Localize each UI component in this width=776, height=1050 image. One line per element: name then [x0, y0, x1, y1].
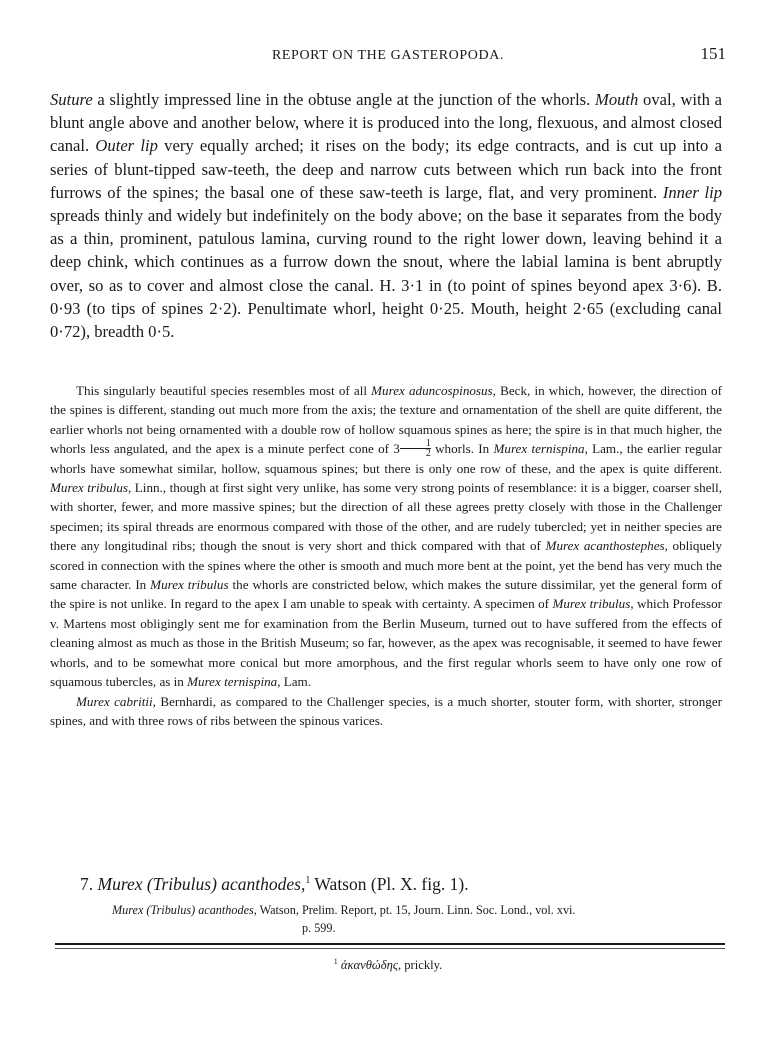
suture-text: a slightly impressed line in the obtuse angle at the junction of the whorls. [92, 90, 595, 109]
species-number: 7. [80, 874, 98, 894]
footnote-mark: 1 [333, 957, 338, 966]
footnote-divider [55, 943, 725, 945]
footnote [0, 957, 776, 973]
text-run: This singularly beautiful species resembles most of all [76, 383, 372, 398]
fraction-denominator: 2 [425, 448, 431, 460]
species-name: Murex cabritii [76, 693, 153, 709]
species-name: Murex tribulus [50, 480, 128, 496]
text-run: , Lam. [277, 674, 312, 690]
footnote-divider-thin [55, 948, 725, 949]
species-name: Murex acanthostephes [545, 538, 665, 554]
remarks-section [50, 381, 722, 730]
text-run: , Beck, in which, however, the direction of the spines is different, standing out much more from the axis; the texture and ornamentation of the shell are quite different, the earlier whorls not being ornamented with a double row of hollow squamous spines as here; the spire is in that much higher, the whorls less angulated, and the apex is a minute perfect cone of 3 [50, 383, 722, 457]
reference-page: p. 599. [302, 921, 336, 935]
footnote-greek-word: ἀκανθώδης [340, 958, 398, 973]
text-run: , Bernhardi, as compared to the Challenger species, is a much shorter, stouter form, with shorter, stronger spines, and with three rows of ribs between the spinous varices. [50, 693, 722, 728]
fraction-numerator: 1 [400, 439, 431, 449]
species-author-plate: Watson (Pl. X. fig. 1). [310, 874, 469, 894]
species-name: Murex ternispina [187, 674, 278, 690]
page-number: 151 [700, 44, 726, 63]
page-header [50, 44, 726, 68]
mouth-text: oval, with a blunt angle above and another below, where it is produced into the long, flexuous, and almost closed canal. [50, 90, 723, 156]
reference-text: , Watson, Prelim. Report, pt. 15, Journ. Linn. Soc. Lond., vol. xvi. [253, 903, 576, 917]
species-title: Murex (Tribulus) acanthodes, [97, 874, 306, 894]
fraction [400, 439, 431, 458]
text-run: , which Professor v. Martens most obligingly sent me for examination from the Berlin Museum, turned out to have suffered from the effects of cleaning almost as much as those in the British Museum; so far, however, as the apex was recognisable, it seemed to have fewer whorls, and to be somewhat more conical but more amorphous, and the first regular whorls seem to have only one row of squamous tubercles, as in [50, 596, 722, 690]
species-reference [112, 901, 724, 937]
text-run: whorls. In [430, 441, 494, 457]
term-mouth: Mouth [595, 90, 639, 109]
term-suture: Suture [50, 90, 93, 109]
term-outer-lip: Outer lip [95, 136, 158, 156]
text-run: the whorls are constricted below, which makes the suture dissimilar, yet the general form of the spire is not unlike. In regard to the apex I am unable to speak with certainty. A specimen of [50, 577, 722, 612]
remarks-paragraph-1 [50, 381, 722, 692]
species-heading [80, 874, 469, 895]
outer-lip-text: very equally arched; it rises on the body; its edge contracts, and is cut up into a series of blunt-tipped saw-teeth, the deep and narrow cuts between which run back into the front furrows of the spines; the basal one of these saw-teeth is large, flat, and very prominent. [50, 136, 722, 202]
species-name: Murex tribulus [150, 577, 229, 593]
reference-species-name: Murex (Tribulus) acanthodes [112, 903, 254, 917]
footnote-text: , prickly. [397, 958, 443, 973]
inner-lip-text: spreads thinly and widely but indefinitely on the body above; on the base it separates from the body as a thin, prominent, patulous lamina, curving round to the right lower down, leaving behind it a deep chink, which continues as a furrow down the snout, where the labial lamina is bent abruptly over, so as to cover and almost close the canal. H. 3·1 in (to point of spines beyond apex 3·6). B. 0·93 (to tips of spines 2·2). Penultimate whorl, height 0·25. Mouth, height 2·65 (excluding canal 0·72), breadth 0·5. [50, 206, 722, 342]
species-name: Murex aduncospinosus [371, 383, 493, 398]
species-name: Murex tribulus [552, 596, 631, 612]
running-title: REPORT ON THE GASTEROPODA. [271, 48, 505, 63]
species-name: Murex ternispina [493, 441, 585, 457]
text-run: , obliquely scored in connection with the spines where the other is smooth and much more bent at the point, yet the bend has very much the same character. In [50, 538, 722, 593]
term-inner-lip: Inner lip [662, 182, 723, 202]
text-run: , Lam., the earlier regular whorls have somewhat similar, hollow, squamous spines; but there is only one row of these, and the apex is quite different. [50, 441, 722, 476]
remarks-paragraph-2 [50, 692, 722, 731]
text-run: , Linn., though at first sight very unlike, has some very strong points of resemblance: it is a bigger, coarser shell, with shorter, fewer, and more massive spines; but the direction of all these agrees pretty closely with those in the Challenger specimen; its spiral threads are enormous compared with those of the other, and are rudely tubercled; yet in neither species are there any longitudinal ribs; though the snout is very short and thick compared with that of [50, 480, 722, 554]
description-paragraph [50, 88, 722, 343]
footnote-reference[interactable]: 1 [305, 875, 311, 887]
